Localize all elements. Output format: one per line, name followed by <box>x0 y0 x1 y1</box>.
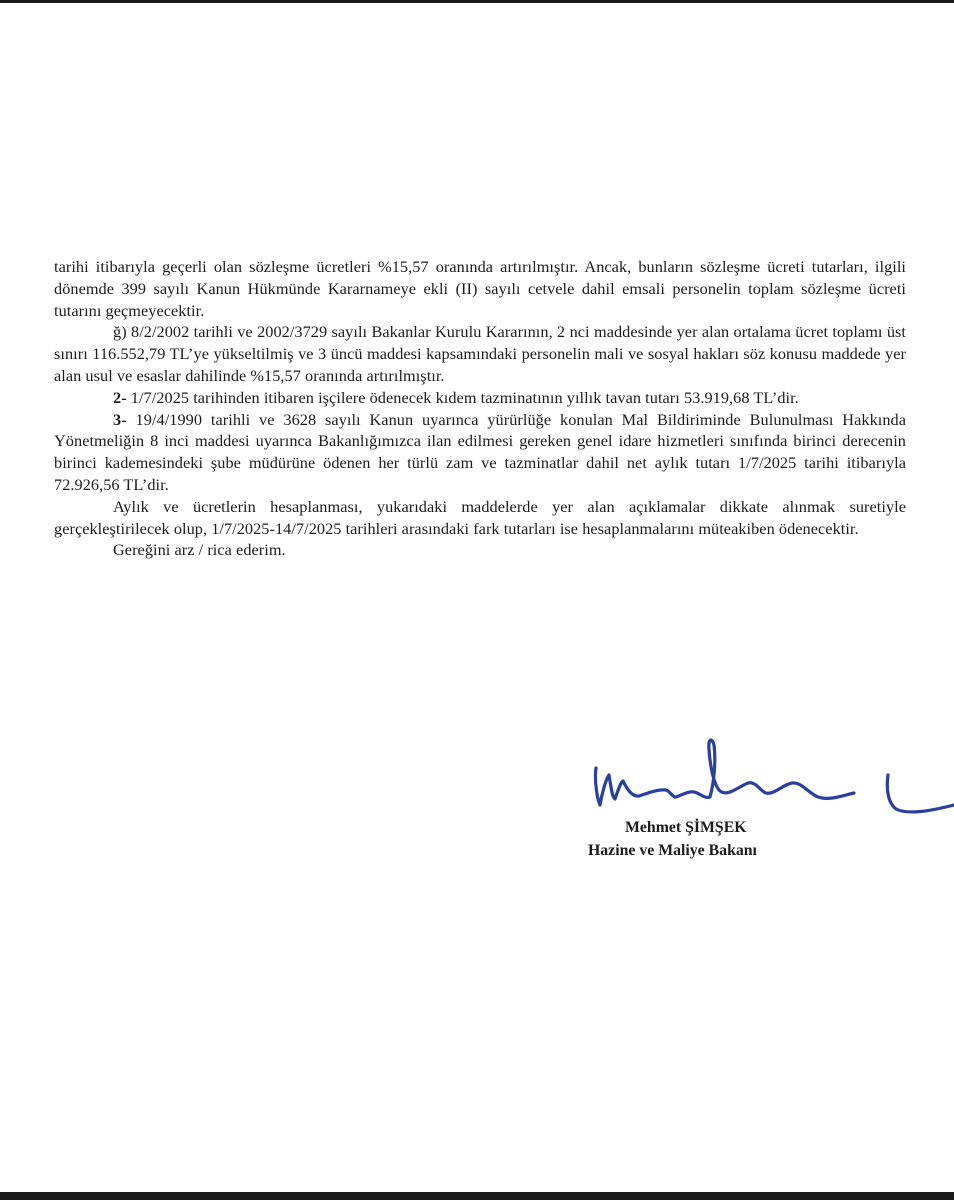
signature-stroke-main <box>595 740 854 805</box>
paragraph-item-3 <box>54 409 906 496</box>
signature-stroke-tail <box>887 775 954 812</box>
item-3-text: 19/4/1990 tarihli ve 3628 sayılı Kanun uyarınca yürürlüğe konulan Mal Bildiriminde Bulunulması Hakkında Yönetmeliğin 8 inci maddesi uyarınca Bakanlığımızca ilan edilmesi gereken genel idare hizmetleri sınıfında birinci derecenin birinci kademesindeki şube müdürüne ödenen her türlü zam ve tazminatlar dahil net aylık tutarı 1/7/2025 tarihi itibarıyla 72.926,56 TL’dir. <box>54 409 906 494</box>
document-body <box>54 256 906 561</box>
bottom-frame-bar <box>0 1192 954 1200</box>
paragraph-calculation-text: Aylık ve ücretlerin hesaplanması, yukarıdaki maddelerde yer alan açıklamalar dikkate alınmak suretiyle gerçekleştirilecek olup, 1/7/2025-14/7/2025 tarihleri arasındaki fark tutarları ise hesaplanmalarını müteakiben ödenecektir. <box>54 496 906 538</box>
paragraph-calculation <box>54 496 906 540</box>
item-2-text: 1/7/2025 tarihinden itibaren işçilere ödenecek kıdem tazminatının yıllık tavan tutarı 53.919,68 TL’dir. <box>126 387 799 407</box>
signatory-name: Mehmet ŞİMŞEK <box>625 819 747 836</box>
document-page <box>0 3 954 1193</box>
signatory-title: Hazine ve Maliye Bakanı <box>588 842 757 859</box>
closing-text: Gereğini arz / rica ederim. <box>113 540 286 560</box>
paragraph-closing <box>54 539 906 561</box>
paragraph-g <box>54 321 906 386</box>
paragraph-g-text: ğ) 8/2/2002 tarihli ve 2002/3729 sayılı Bakanlar Kurulu Kararının, 2 nci maddesinde yer alan ortalama ücret toplamı üst sınırı 116.552,79 TL’ye yükseltilmiş ve 3 üncü maddesi kapsamındaki personelin mali ve sosyal hakları söz konusu maddede yer alan usul ve esaslar dahilinde %15,57 oranında artırılmıştır. <box>54 322 906 385</box>
item-2-number: 2- <box>113 387 127 407</box>
item-3-number: 3- <box>113 409 127 429</box>
paragraph-1-text: tarihi itibarıyla geçerli olan sözleşme ücretleri %15,57 oranında artırılmıştır. Ancak, bunların sözleşme ücreti tutarları, ilgili dönemde 399 sayılı Kanun Hükmünde Kararnameye ekli (II) sayılı cetvele dahil emsali personelin toplam sözleşme ücreti tutarını geçmeyecektir. <box>54 257 906 320</box>
paragraph-1 <box>54 256 906 321</box>
paragraph-item-2 <box>54 387 906 409</box>
signature-block <box>588 816 757 862</box>
